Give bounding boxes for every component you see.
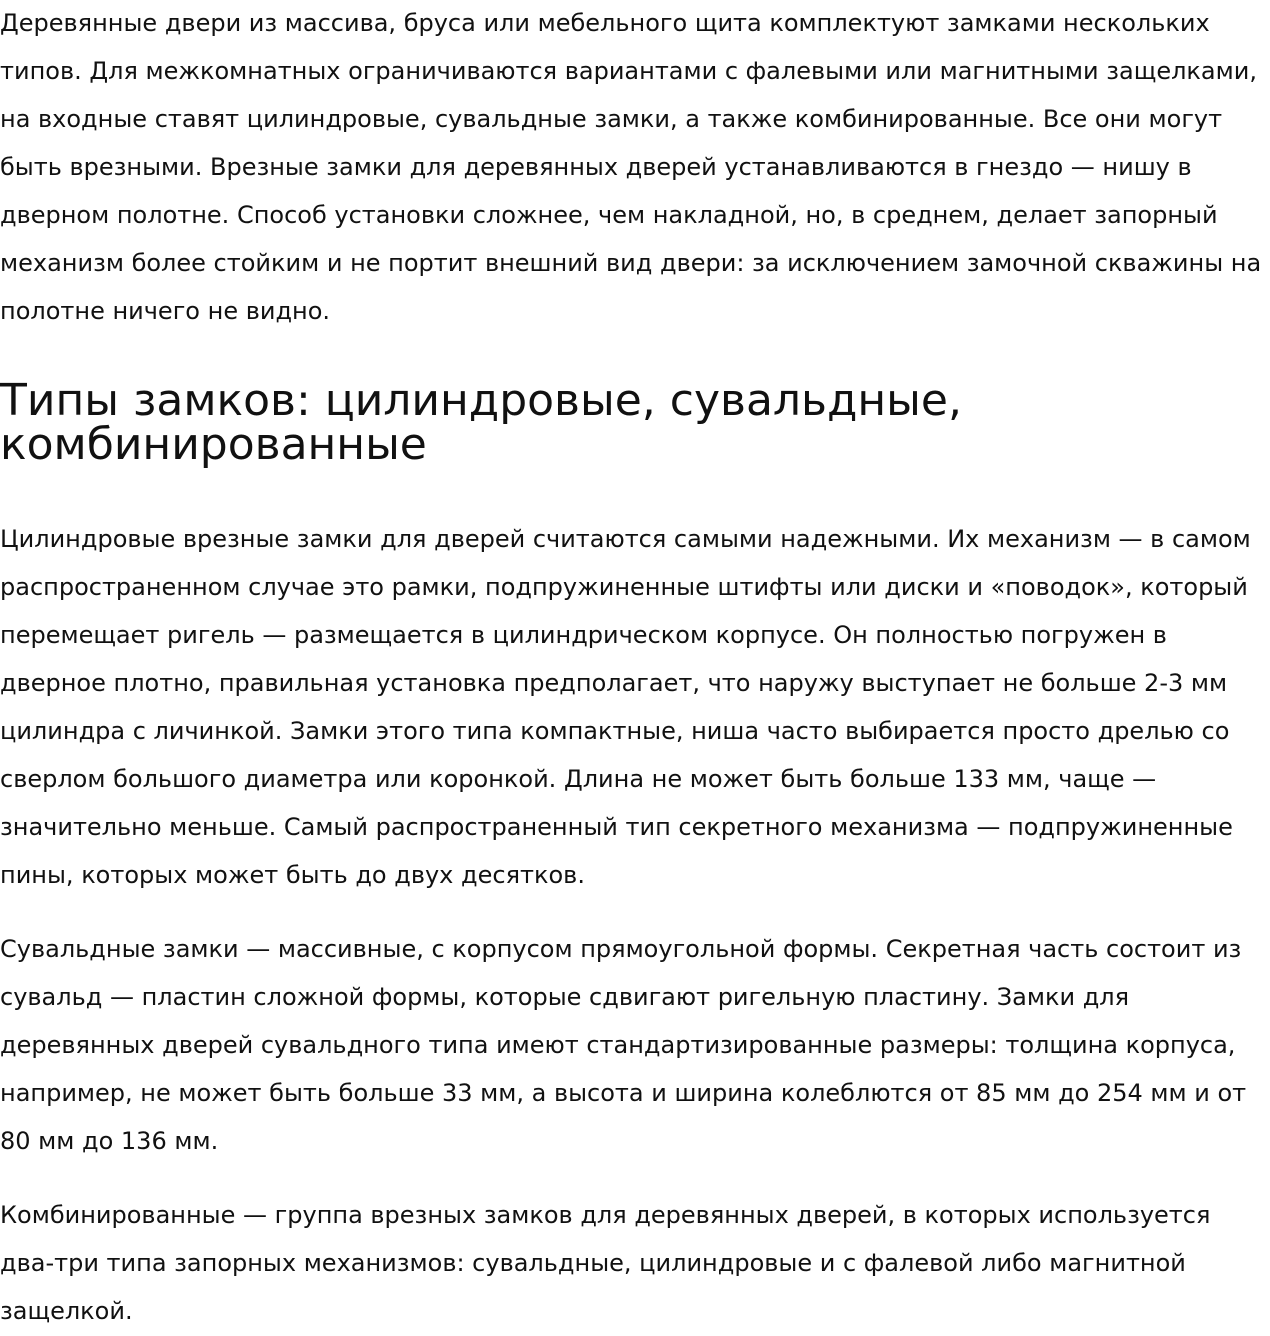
section-heading: Типы замков: цилиндровые, сувальдные, комбинированные — [0, 375, 962, 470]
paragraph-cylinder-locks: Цилиндровые врезные замки для дверей считаются самыми надежными. Их механизм — в самом распространенном случае это рамки, подпружиненные штифты или диски и «поводок», который перемещает ригель — размещается в цилиндрическом корпусе. Он полностью погружен в дверное плотно, правильная установка предполагает, что наружу выступает не больше 2-3 мм цилиндра с личинкой. Замки этого типа компактные, ниша часто выбирается просто дрелью со сверлом большого диаметра или коронкой. Длина не может быть больше 133 мм, чаще — значительно меньше. Самый распространенный тип секретного механизма — подпружиненные пины, которых может быть до двух десятков. — [0, 525, 1251, 889]
paragraph-lever-locks: Сувальдные замки — массивные, с корпусом прямоугольной формы. Секретная часть состоит из сувальд — пластин сложной формы, которые сдвигают ригельную пластину. Замки для деревянных дверей сувальдного типа имеют стандартизированные размеры: толщина корпуса, например, не может быть больше 33 мм, а высота и ширина колеблются от 85 мм до 254 мм и от 80 мм до 136 мм. — [0, 935, 1247, 1155]
intro-paragraph: Деревянные двери из массива, бруса или мебельного щита комплектуют замками нескольких типов. Для межкомнатных ограничиваются вариантами с фалевыми или магнитными защелками, на входные ставят цилиндровые, сувальдные замки, а также комбинированные. Все они могут быть врезными. Врезные замки для деревянных дверей устанавливаются в гнездо — нишу в дверном полотне. Способ установки сложнее, чем накладной, но, в среднем, делает запорный механизм более стойким и не портит внешний вид двери: за исключением замочной скважины на полотне ничего не видно. — [0, 9, 1262, 325]
paragraph-combined-locks: Комбинированные — группа врезных замков для деревянных дверей, в которых используется два-три типа запорных механизмов: сувальдные, цилиндровые и с фалевой либо магнитной защелкой. — [0, 1201, 1211, 1325]
